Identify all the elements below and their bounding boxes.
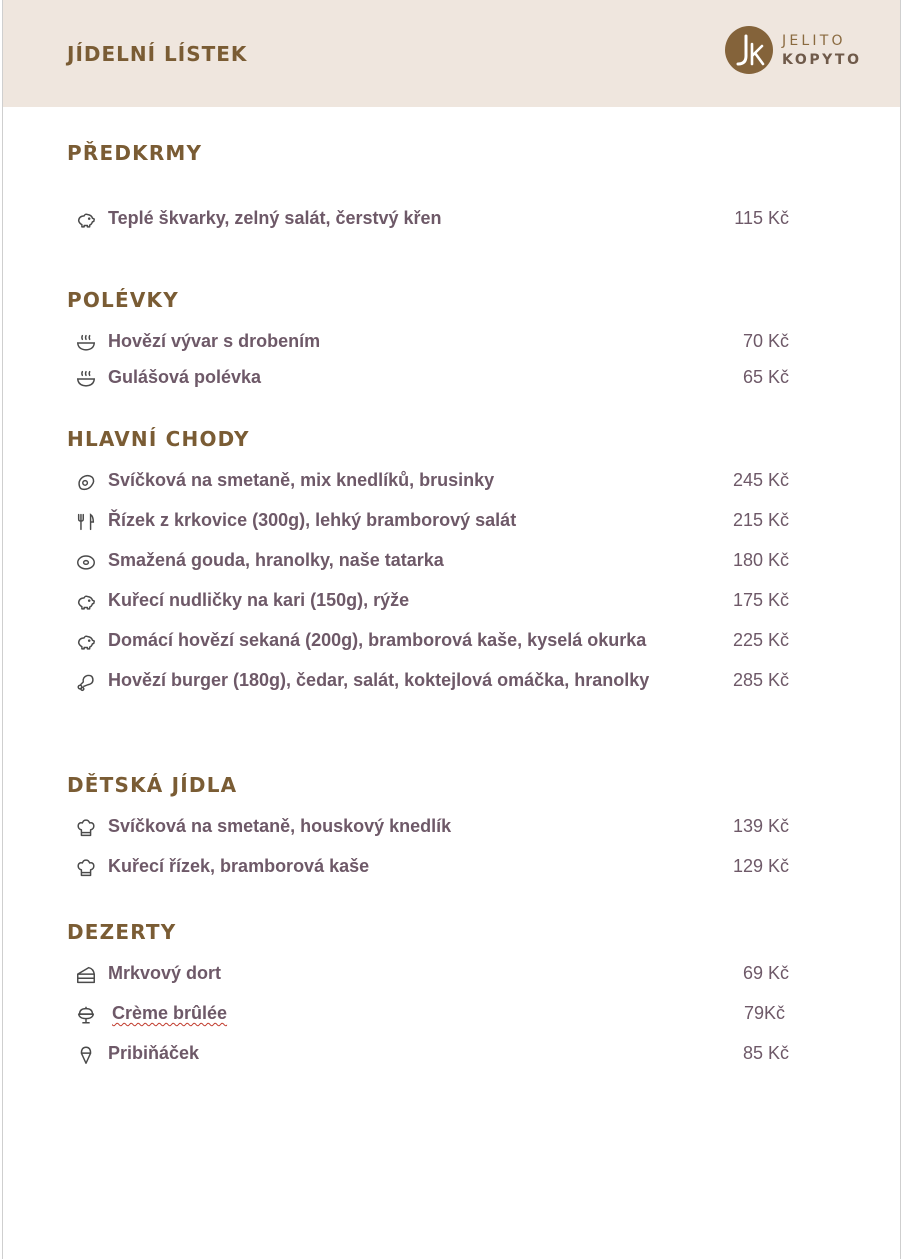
menu-item — [67, 467, 797, 495]
item-price: 115 Kč — [734, 208, 789, 228]
item-name: Kuřecí nudličky na kari (150g), rýže — [108, 590, 410, 610]
item-price: 70 Kč — [742, 331, 789, 351]
header — [3, 0, 900, 107]
pig-icon — [75, 631, 97, 653]
item-price: 65 Kč — [742, 367, 789, 387]
pig-icon — [75, 209, 97, 231]
page-title: JÍDELNÍ LÍSTEK — [67, 42, 248, 66]
fork-knife-icon — [75, 511, 97, 533]
item-price: 129 Kč — [732, 856, 789, 876]
item-name: Teplé škvarky, zelný salát, čerstvý křen — [108, 208, 442, 228]
drumstick-icon — [75, 671, 97, 693]
chef-hat-icon — [75, 857, 97, 879]
item-name: Smažená gouda, hranolky, naše tatarka — [108, 550, 444, 570]
item-price: 175 Kč — [732, 590, 789, 610]
item-price: 245 Kč — [732, 470, 789, 490]
sundae-icon — [75, 1004, 97, 1026]
item-name: Kuřecí řízek, bramborová kaše — [108, 856, 370, 876]
section-title-predkrmy: PŘEDKRMY — [67, 141, 203, 165]
menu-item — [67, 364, 797, 392]
item-name: Gulášová polévka — [108, 367, 262, 387]
item-name: Domácí hovězí sekaná (200g), bramborová kaše, kyselá okurka — [108, 630, 647, 650]
menu-item — [67, 1040, 797, 1068]
section-title-detska-jidla: DĚTSKÁ JÍDLA — [67, 773, 238, 797]
section-title-polevky: POLÉVKY — [67, 288, 179, 312]
item-price: 79Kč — [743, 1003, 785, 1023]
menu-page — [2, 0, 901, 1259]
menu-item — [67, 507, 797, 535]
item-name: Pribiňáček — [108, 1043, 200, 1063]
item-price: 225 Kč — [732, 630, 789, 650]
section-title-hlavni-chody: HLAVNÍ CHODY — [67, 427, 250, 451]
section-title-dezerty: DEZERTY — [67, 920, 177, 944]
item-name: Svíčková na smetaně, mix knedlíků, brusinky — [108, 470, 495, 490]
item-price: 285 Kč — [732, 670, 789, 690]
item-name: Crème brûlée — [112, 1003, 228, 1023]
item-price: 69 Kč — [742, 963, 789, 983]
soup-bowl-icon — [75, 332, 97, 354]
menu-item — [67, 205, 797, 233]
logo-word-bottom: KOPYTO — [782, 52, 862, 68]
logo — [725, 26, 865, 76]
chef-hat-icon — [75, 817, 97, 839]
logo-word-top: JELITO — [782, 33, 846, 49]
menu-item — [67, 960, 797, 988]
cheese-icon — [75, 551, 97, 573]
item-price: 85 Kč — [742, 1043, 789, 1063]
item-name: Svíčková na smetaně, houskový knedlík — [108, 816, 452, 836]
item-price: 180 Kč — [732, 550, 789, 570]
meat-icon — [75, 471, 97, 493]
pig-icon — [75, 591, 97, 613]
menu-item — [67, 667, 797, 695]
cake-slice-icon — [75, 964, 97, 986]
item-price: 139 Kč — [732, 816, 789, 836]
logo-mark — [725, 26, 773, 74]
ice-cream-cone-icon — [75, 1044, 97, 1066]
menu-item — [67, 853, 797, 881]
item-name: Hovězí burger (180g), čedar, salát, koktejlová omáčka, hranolky — [108, 670, 650, 690]
soup-bowl-icon — [75, 368, 97, 390]
menu-item — [67, 627, 797, 655]
item-price: 215 Kč — [732, 510, 789, 530]
menu-item — [67, 813, 797, 841]
menu-item — [67, 328, 797, 356]
item-name: Mrkvový dort — [108, 963, 222, 983]
item-name: Hovězí vývar s drobením — [108, 331, 321, 351]
item-name: Řízek z krkovice (300g), lehký bramborový salát — [108, 510, 517, 530]
menu-item — [67, 587, 797, 615]
menu-item — [67, 547, 797, 575]
menu-item — [67, 1000, 797, 1028]
